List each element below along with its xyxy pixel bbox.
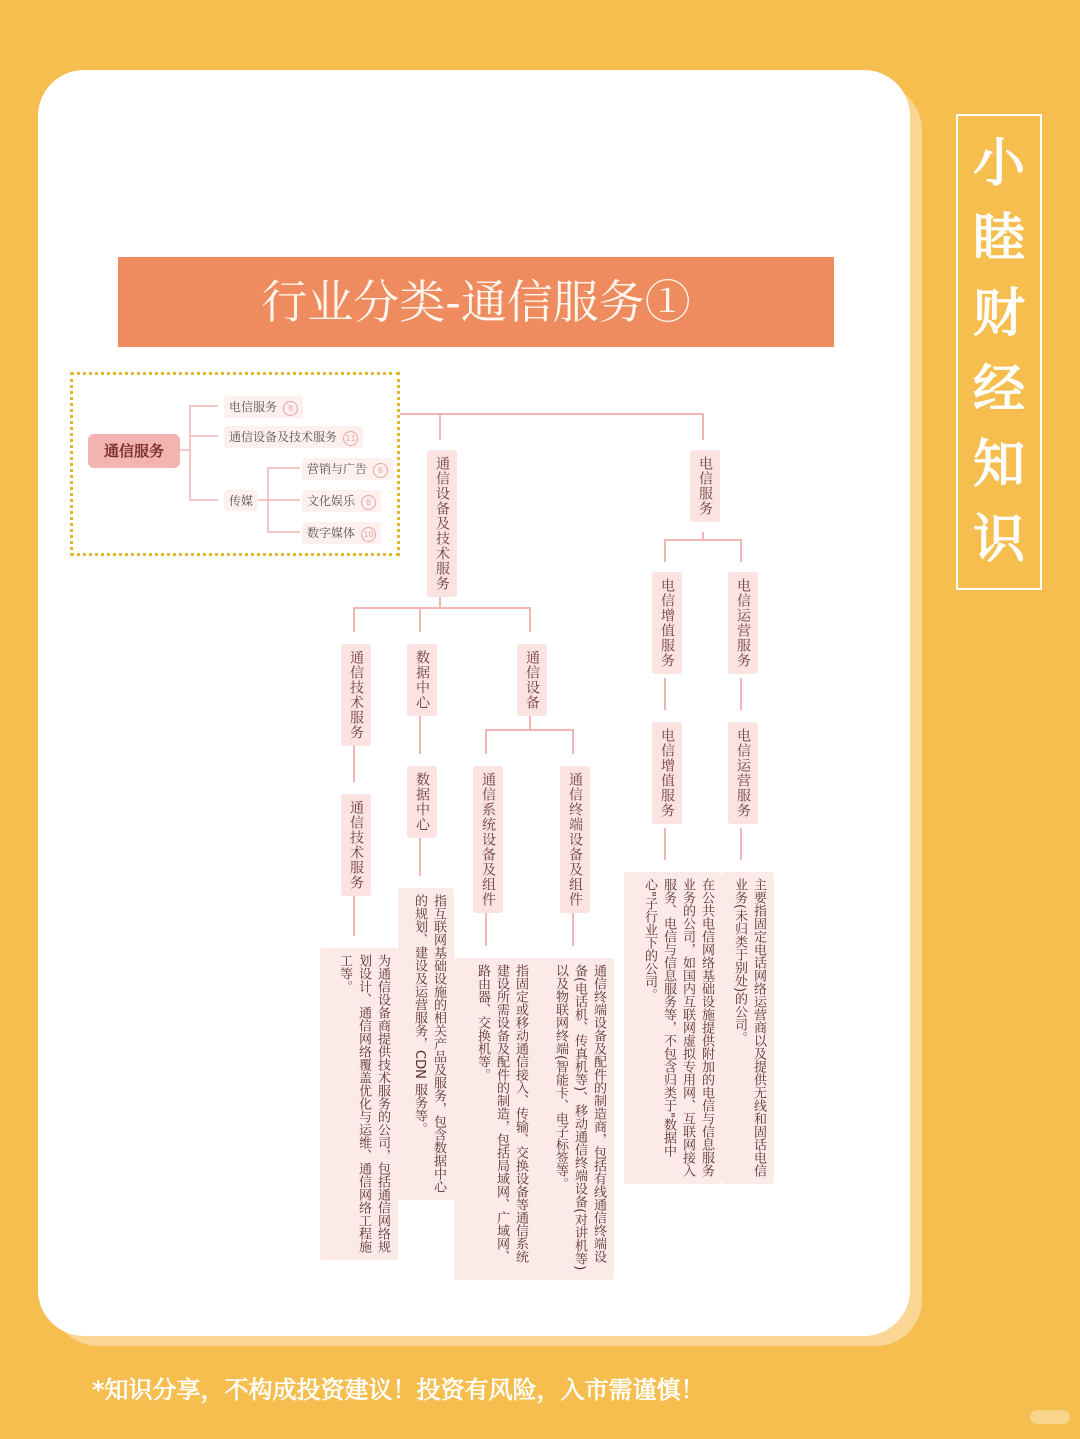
desc-telecom-operating: 主要指固定电话网络运营商以及提供无线和固话电信业务(未归类于别处)的公司。: [722, 872, 774, 1184]
summary-root: 通信服务: [88, 434, 180, 468]
desc-datacenter: 指互联网基础设施的相关产品及服务，包含数据中心的规划、建设及运营服务，CDN 服务等。: [398, 888, 454, 1200]
node-equipment: 通信设备及技术服务: [427, 450, 457, 597]
summary-media-marketing: 营销与广告 6: [302, 458, 393, 480]
desc-device-terminal: 通信终端设备及配件的制造商，包括有线通信终端设备(电话机、传真机等)、移动通信终端设备(对讲机等)以及物联网终端(智能卡、电子标签等。: [532, 958, 614, 1280]
node-telecom-value-added: 电信增值服务: [652, 572, 682, 674]
content-card: [38, 70, 910, 1336]
desc-telecom-value-added: 在公共电信网络基础设施提供附加的电信与信息服务业务的公司，如国内互联网虚拟专用网、互联网接入服务、电信与信息服务等，不包含归类于"数据中心"子行业下的公司。: [624, 872, 722, 1184]
summary-item-equipment: 通信设备及技术服务 11: [224, 426, 363, 448]
summary-item-telecom: 电信服务 8: [224, 396, 303, 418]
node-tech: 通信技术服务: [341, 644, 371, 746]
brand-char: 财: [972, 284, 1025, 345]
brand-char: 睦: [972, 208, 1025, 269]
node-datacenter: 数据中心: [407, 644, 437, 716]
disclaimer-text: *知识分享，不构成投资建议！投资有风险，入市需谨慎！: [92, 1376, 705, 1404]
brand-char: 经: [972, 359, 1025, 420]
node-telecom-operating-child: 电信运营服务: [728, 722, 758, 824]
desc-tech: 为通信设备商提供技术服务的公司，包括通信网络规划设计、通信网络覆盖优化与运维、通信网络工程施工等。: [320, 948, 398, 1260]
node-device: 通信设备: [517, 644, 547, 716]
brand-char: 识: [972, 510, 1025, 571]
summary-media-digital: 数字媒体 10: [302, 522, 381, 544]
node-device-terminal: 通信终端设备及组件: [560, 766, 590, 913]
summary-media-entertainment: 文化娱乐 8: [302, 490, 381, 512]
desc-device-system: 指固定或移动通信接入、传输、交换设备等通信系统建设所需设备及配件的制造，包括局域网、广域网、路由器、交换机等。: [454, 958, 536, 1280]
node-tech-child: 通信技术服务: [341, 794, 371, 896]
node-telecom-value-added-child: 电信增值服务: [652, 722, 682, 824]
node-datacenter-child: 数据中心: [407, 766, 437, 838]
page-title: 行业分类-通信服务①: [261, 275, 691, 329]
summary-item-media: 传媒: [224, 490, 258, 511]
brand-char: 小: [972, 133, 1025, 194]
watermark: [1030, 1410, 1070, 1424]
brand-char: 知: [972, 434, 1025, 495]
brand-vertical-logo: [956, 114, 1042, 590]
node-device-system: 通信系统设备及组件: [473, 766, 503, 913]
node-telecom-operating: 电信运营服务: [728, 572, 758, 674]
node-telecom: 电信服务: [690, 450, 720, 522]
